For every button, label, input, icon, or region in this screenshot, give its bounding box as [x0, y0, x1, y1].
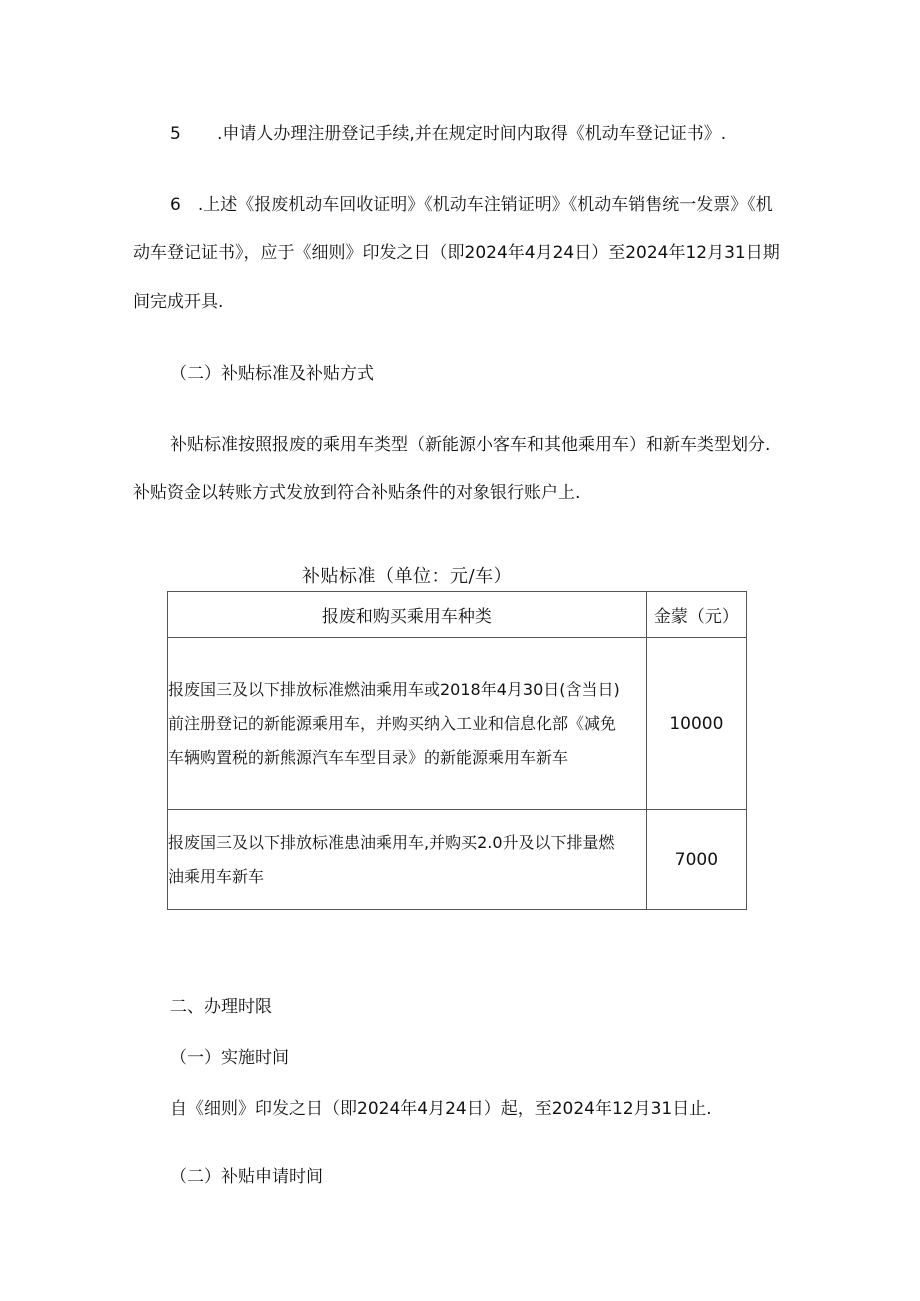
row1-kind-line1: 报废国三及以下排放标准燃油乘用车或2018年4月30日(含当日) — [168, 679, 620, 699]
item5-text: .申请人办理注册登记手续,并在规定时间内取得《机动车登记证书》. — [217, 124, 727, 144]
row2-kind — [168, 810, 647, 910]
row1-kind — [168, 638, 647, 810]
table-caption: 补贴标准（单位：元/车） — [302, 566, 513, 587]
section-two-sub1-text: 自《细则》印发之日（即2024年4月24日）起，至2024年12月31日止. — [170, 1099, 712, 1119]
row2-kind-line2: 油乘用车新车 — [168, 866, 265, 886]
table-row — [168, 638, 747, 810]
header-kind: 报废和购买乘用车种类 — [168, 592, 647, 638]
item6-line3: 间完成开具. — [133, 292, 224, 312]
header-amount: 金蒙（元） — [646, 592, 746, 638]
item6-line2: 动车登记证书》，应于《细则》印发之日（即2024年4月24日）至2024年12月31日期 — [133, 243, 780, 263]
row1-amount: 10000 — [646, 638, 746, 810]
item6-line1: 6 .上述《报废机动车回收证明》《机动车注销证明》《机动车销售统一发票》《机 — [170, 195, 773, 215]
table-row — [168, 810, 747, 910]
row1-kind-line2: 前注册登记的新能源乘用车，并购买纳入工业和信息化部《减免 — [168, 713, 617, 733]
standard-text-line1: 补贴标准按照报废的乘用车类型（新能源小客车和其他乘用车）和新车类型划分. — [170, 435, 771, 455]
subsidy-table — [167, 591, 747, 910]
table-header-row — [168, 592, 747, 638]
section-two-heading: 二、办理时限 — [170, 997, 272, 1017]
row2-amount: 7000 — [646, 810, 746, 910]
standard-text-line2: 补贴资金以转账方式发放到符合补贴条件的对象银行账户上. — [133, 483, 581, 503]
item5-number: 5 — [170, 124, 181, 144]
section-two-sub1-heading: （一）实施时间 — [170, 1048, 289, 1068]
row1-kind-line3: 车辆购置税的新熊源汽车车型目录》的新能源乘用车新车 — [168, 747, 569, 767]
section-standard-heading: （二）补贴标准及补贴方式 — [170, 364, 374, 384]
section-two-sub2-heading: （二）补贴申请时间 — [170, 1167, 323, 1187]
row2-kind-line1: 报废国三及以下排放标准患油乘用车,并购买2.0升及以下排量燃 — [168, 832, 615, 852]
